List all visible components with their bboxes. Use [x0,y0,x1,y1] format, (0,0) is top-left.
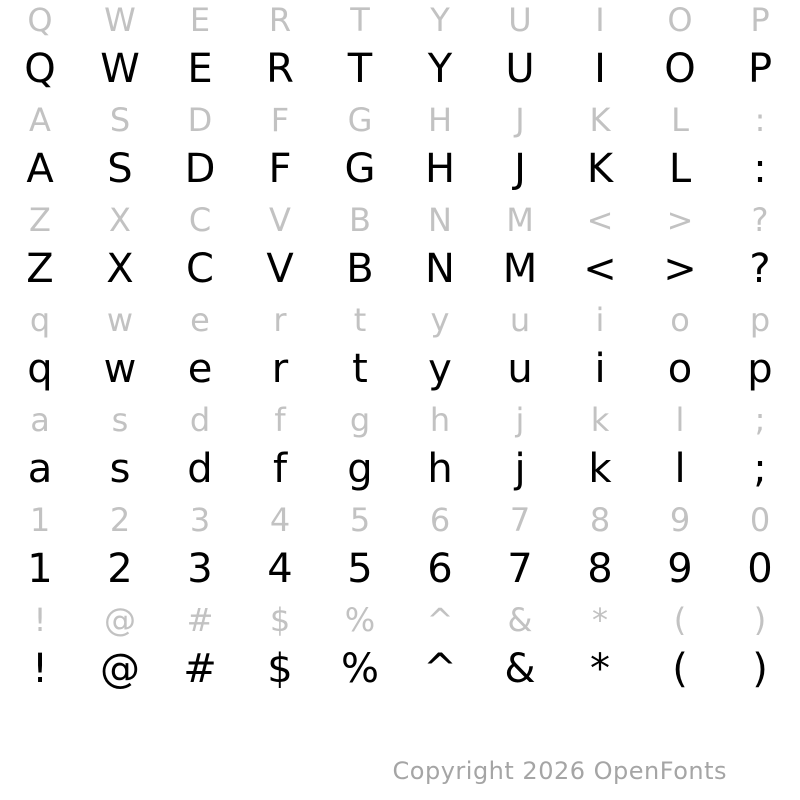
glyph: B [349,201,371,239]
glyph: ^ [426,601,454,639]
glyph: $ [269,601,291,639]
glyph: J [514,146,526,192]
glyph: 8 [587,546,613,592]
glyph: L [668,146,692,192]
glyph: f [272,446,288,492]
glyph: D [187,101,213,139]
glyph: d [189,401,211,439]
glyph: Y [430,1,450,39]
glyph: > [663,246,697,292]
glyph: 3 [189,501,211,539]
glyph-row-light [0,200,800,250]
glyph: O [667,1,693,39]
glyph: X [106,246,134,292]
glyph: t [353,301,367,339]
glyph: C [188,201,212,239]
glyph: Z [29,201,51,239]
glyph: L [671,101,689,139]
glyph: < [583,246,617,292]
glyph: ( [673,601,687,639]
glyph-row-light [0,400,800,450]
glyph: ( [672,646,688,692]
glyph: u [509,301,531,339]
glyph: Q [24,46,56,92]
glyph: E [187,46,213,92]
glyph: F [270,101,290,139]
glyph: < [586,201,614,239]
glyph: 8 [589,501,611,539]
glyph: 6 [429,501,451,539]
glyph: a [30,401,50,439]
glyph: ! [33,601,47,639]
glyph: Z [26,246,54,292]
glyph: 2 [107,546,133,592]
glyph: y [430,301,450,339]
glyph: T [347,46,373,92]
glyph: e [190,301,210,339]
glyph: l [674,446,686,492]
glyph: @ [100,646,140,692]
glyph-row-light [0,500,800,550]
glyph: ^ [423,646,457,692]
glyph: f [274,401,286,439]
glyph: k [590,401,610,439]
glyph: q [27,346,53,392]
glyph: d [187,446,213,492]
glyph-row-dark [0,46,800,100]
glyph: G [344,146,376,192]
glyph: p [747,346,773,392]
glyph: # [186,601,214,639]
glyph: G [347,101,373,139]
glyph: Q [27,1,53,39]
glyph: I [594,46,606,92]
glyph: R [268,1,292,39]
glyph: B [346,246,374,292]
glyph-row-light [0,300,800,350]
glyph: K [586,146,614,192]
glyph: % [344,601,376,639]
glyph: N [425,246,455,292]
glyph: ; [753,446,767,492]
glyph: U [508,1,532,39]
glyph: % [340,646,379,692]
glyph: j [515,401,525,439]
glyph: * [592,601,608,639]
glyph: E [189,1,211,39]
glyph: R [266,46,294,92]
glyph: H [427,101,453,139]
glyph: > [666,201,694,239]
glyph: ) [752,646,768,692]
glyph-row-light [0,600,800,650]
glyph: q [29,301,51,339]
glyph: C [186,246,214,292]
glyph: 0 [749,501,771,539]
glyph: I [595,1,605,39]
copyright-text: Copyright 2026 OpenFonts [392,757,727,785]
glyph: r [271,346,289,392]
glyph: ! [31,646,49,692]
glyph: a [27,446,53,492]
glyph: M [506,201,534,239]
glyph-row-dark [0,346,800,400]
glyph: N [428,201,452,239]
glyph: y [428,346,452,392]
glyph: k [588,446,612,492]
glyph: $ [267,646,293,692]
glyph: W [104,1,136,39]
glyph: P [750,1,770,39]
glyph-row-light [0,0,800,50]
glyph: h [429,401,451,439]
glyph: o [670,301,690,339]
glyph: K [589,101,611,139]
glyph: P [747,46,773,92]
glyph: ) [753,601,767,639]
glyph: Y [427,46,453,92]
glyph: 5 [347,546,373,592]
glyph: ; [754,401,766,439]
glyph: 3 [187,546,213,592]
glyph: A [29,101,51,139]
glyph: : [754,101,766,139]
glyph: : [753,146,767,192]
glyph: V [266,246,294,292]
glyph: O [664,46,696,92]
glyph: t [352,346,368,392]
glyph: 9 [667,546,693,592]
glyph: F [268,146,292,192]
glyph: o [667,346,693,392]
glyph: A [26,146,54,192]
glyph: @ [104,601,136,639]
glyph: j [514,446,526,492]
glyph: W [100,46,140,92]
glyph: S [107,146,133,192]
glyph: 1 [27,546,53,592]
glyph: 5 [349,501,371,539]
glyph: u [507,346,533,392]
glyph: J [515,101,525,139]
glyph: 4 [267,546,293,592]
glyph: V [269,201,291,239]
glyph: i [595,301,605,339]
glyph-row-dark [0,146,800,200]
glyph: # [183,646,217,692]
glyph-row-dark [0,646,800,700]
glyph-row-light [0,100,800,150]
glyph: T [350,1,370,39]
glyph: 2 [109,501,131,539]
glyph: 7 [507,546,533,592]
glyph-row-dark [0,446,800,500]
glyph: M [502,246,538,292]
glyph: r [273,301,287,339]
glyph: * [590,646,610,692]
glyph: 0 [747,546,773,592]
glyph: s [109,446,131,492]
glyph: l [675,401,685,439]
glyph: 9 [669,501,691,539]
glyph-row-dark [0,246,800,300]
glyph: 1 [29,501,51,539]
glyph-row-dark [0,546,800,600]
glyph: 6 [427,546,453,592]
glyph: p [749,301,771,339]
glyph: ? [751,201,769,239]
glyph: & [504,646,536,692]
glyph: h [427,446,453,492]
glyph: g [349,401,371,439]
glyph: w [103,346,137,392]
glyph: ? [749,246,771,292]
glyph: D [184,146,216,192]
glyph: H [424,146,456,192]
glyph: & [507,601,533,639]
glyph: 4 [269,501,291,539]
glyph: U [505,46,535,92]
glyph: e [187,346,213,392]
glyph: 7 [509,501,531,539]
glyph: s [111,401,129,439]
glyph: X [109,201,131,239]
glyph: g [347,446,373,492]
glyph: i [594,346,606,392]
glyph: S [109,101,131,139]
glyph: w [106,301,134,339]
